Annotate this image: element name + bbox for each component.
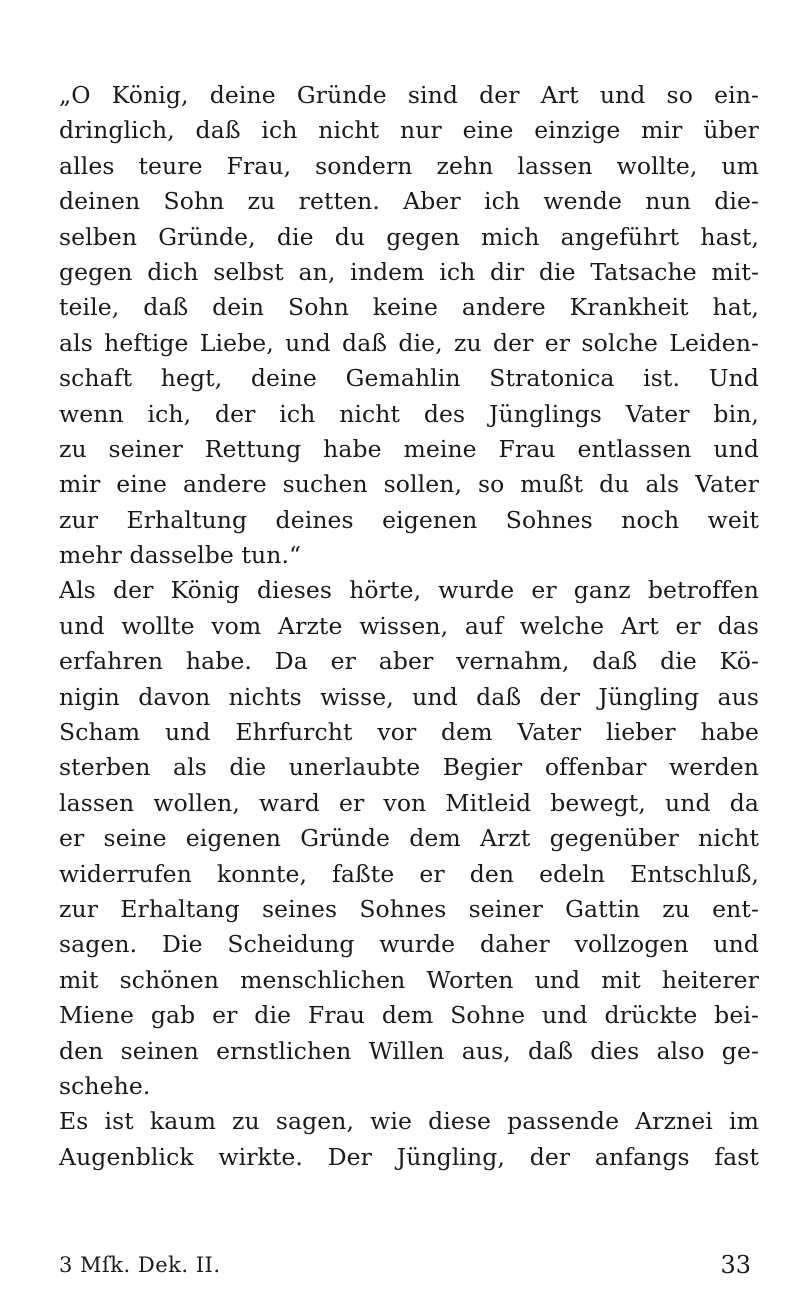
text-line: lassen wollen, ward er von Mitleid bewegt, und da (59, 788, 759, 817)
text-line: sterben als die unerlaubte Begier offenbar werden (59, 753, 759, 782)
text-line: schaft hegt, deine Gemahlin Stratonica ist. Und (59, 364, 759, 393)
text-line: teile, daß dein Sohn keine andere Krankheit hat, (59, 293, 759, 322)
text-line: alles teure Frau, sondern zehn lassen wollte, um (59, 151, 759, 180)
text-line: mir eine andere suchen sollen, so mußt du als Vater (59, 470, 759, 499)
text-line: zur Erhaltung deines eigenen Sohnes noch weit (59, 505, 759, 534)
text-line: zur Erhaltang seines Sohnes seiner Gattin zu ent- (59, 894, 759, 923)
text-line: mit schönen menschlichen Worten und mit heiterer (59, 965, 759, 994)
body-text (59, 78, 759, 1175)
text-line: dringlich, daß ich nicht nur eine einzige mir über (59, 116, 759, 145)
text-line: und wollte vom Arzte wissen, auf welche Art er das (59, 611, 759, 640)
page-footer (59, 1248, 759, 1282)
page-number: 33 (720, 1251, 751, 1279)
text-line: gegen dich selbst an, indem ich dir die Tatsache mit- (59, 257, 759, 286)
text-line: widerrufen konnte, faßte er den edeln Entschluß, (59, 859, 759, 888)
text-line: Miene gab er die Frau dem Sohne und drückte bei- (59, 1001, 759, 1030)
text-line: erfahren habe. Da er aber vernahm, daß die Kö- (59, 647, 759, 676)
text-line: mehr dasselbe tun.“ (59, 541, 302, 570)
text-line: Als der König dieses hörte, wurde er ganz betroffen (59, 576, 759, 605)
text-line: „O König, deine Gründe sind der Art und so ein- (59, 81, 759, 109)
text-line: den seinen ernstlichen Willen aus, daß dies also ge- (59, 1036, 759, 1065)
text-line: wenn ich, der ich nicht des Jünglings Vater bin, (59, 399, 759, 428)
text-line: als heftige Liebe, und daß die, zu der er solche Leiden- (59, 328, 759, 357)
text-line: nigin davon nichts wisse, und daß der Jüngling aus (59, 682, 759, 711)
text-line: Augenblick wirkte. Der Jüngling, der anfangs fast (59, 1142, 759, 1171)
text-line: sagen. Die Scheidung wurde daher vollzogen und (59, 930, 759, 959)
text-line: deinen Sohn zu retten. Aber ich wende nun die- (59, 187, 759, 216)
text-line: Scham und Ehrfurcht vor dem Vater lieber habe (59, 718, 759, 747)
text-line: er seine eigenen Gründe dem Arzt gegenüber nicht (59, 824, 759, 853)
text-line: Es ist kaum zu sagen, wie diese passende Arznei im (59, 1107, 759, 1136)
text-line: selben Gründe, die du gegen mich angeführt hast, (59, 222, 759, 251)
printer-signature: 3 Mſk. Dek. II. (59, 1253, 221, 1277)
text-line: zu seiner Rettung habe meine Frau entlassen und (59, 434, 759, 463)
text-line: schehe. (59, 1071, 151, 1100)
